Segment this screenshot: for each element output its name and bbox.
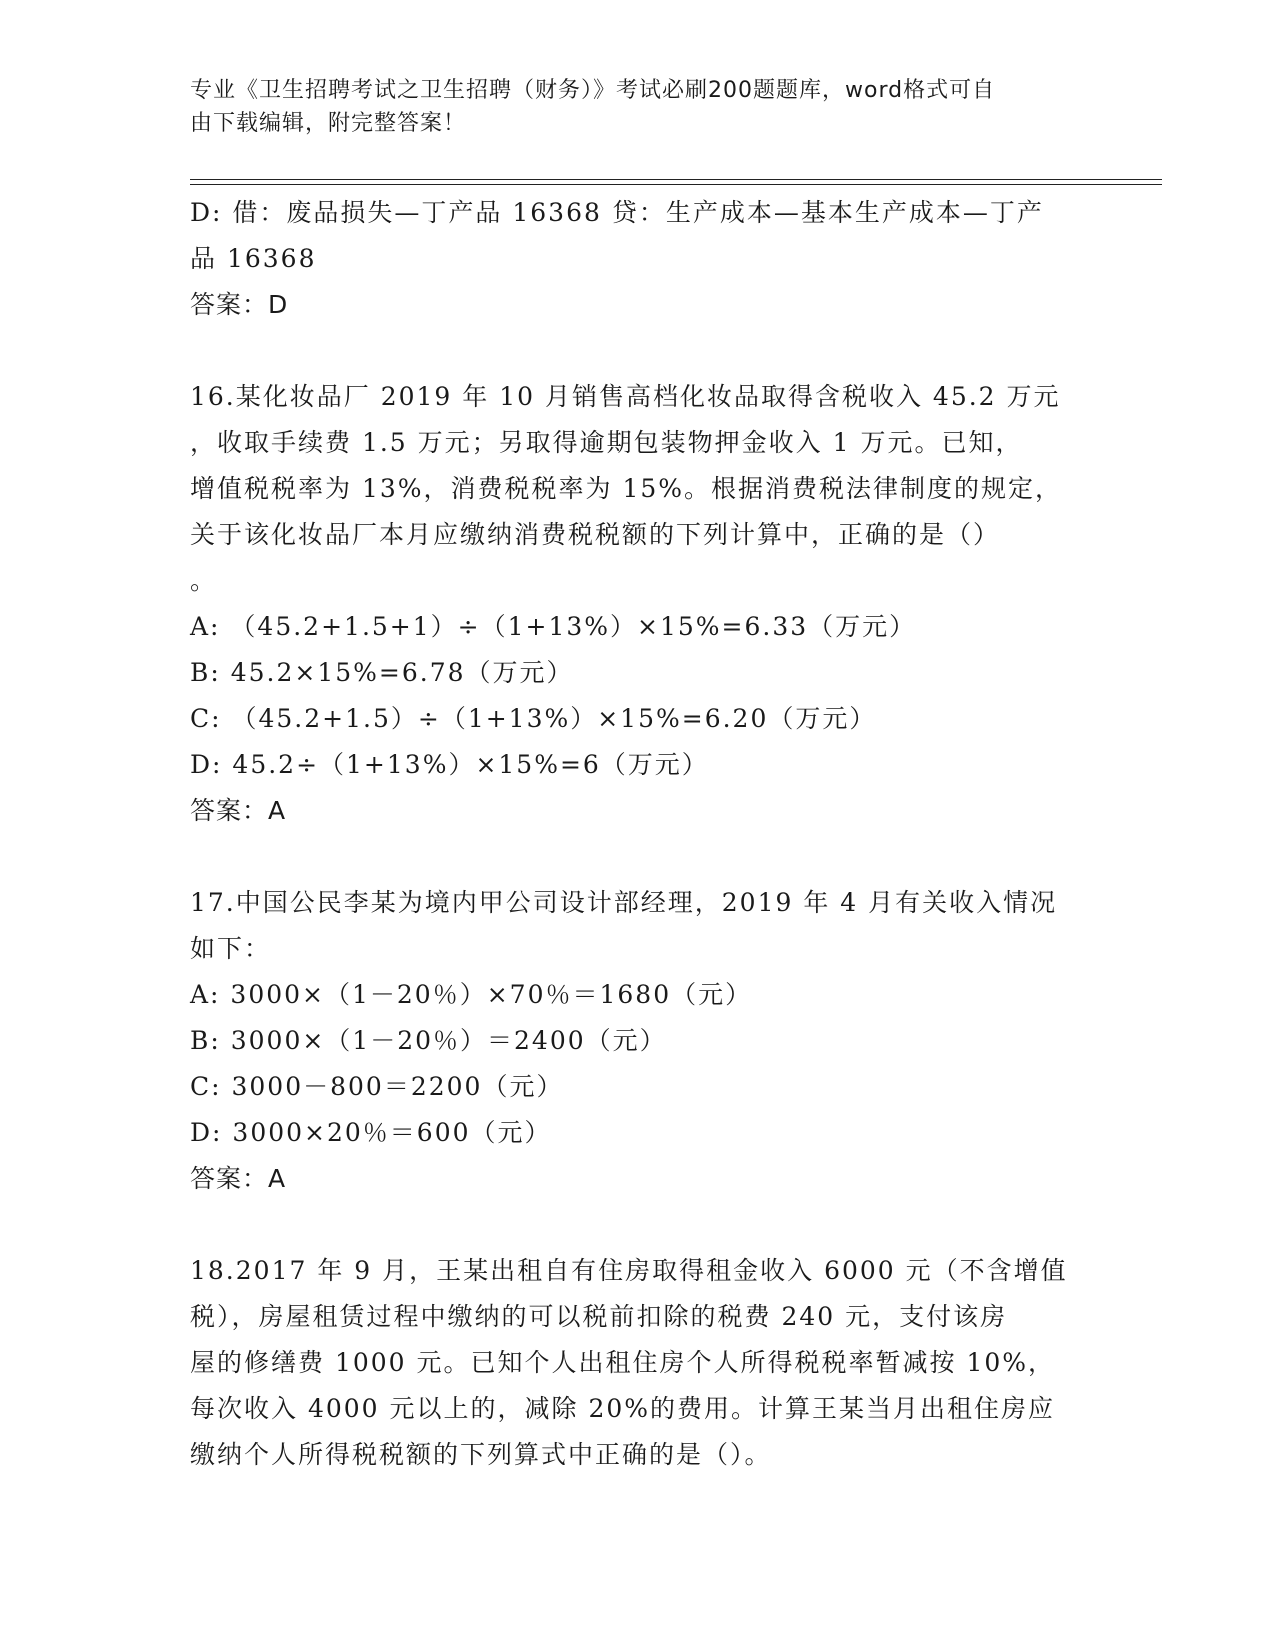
prev-question-block	[190, 190, 1090, 328]
question-stem-line: 每次收入 4000 元以上的，减除 20%的费用。计算王某当月出租住房应	[190, 1394, 1056, 1423]
question-stem-line: 。	[190, 566, 218, 595]
question-16	[190, 374, 1090, 834]
question-stem-line: 关于该化妆品厂本月应缴纳消费税税额的下列计算中，正确的是（）	[190, 520, 1001, 549]
option-b: B: 45.2×15%=6.78（万元）	[190, 658, 574, 687]
option-d: D: 45.2÷（1+13%）×15%=6（万元）	[190, 750, 709, 779]
document-body	[190, 190, 1090, 1478]
question-stem-line: 税），房屋租赁过程中缴纳的可以税前扣除的税费 240 元，支付该房	[190, 1302, 1008, 1331]
answer-label: 答案：A	[190, 1164, 287, 1193]
option-c: C: （45.2+1.5）÷（1+13%）×15%=6.20（万元）	[190, 704, 877, 733]
option-d: D: 3000×20％＝600（元）	[190, 1118, 552, 1147]
question-17	[190, 880, 1090, 1202]
answer-label: 答案：D	[190, 290, 289, 319]
spacer	[190, 328, 1090, 374]
question-stem-line: 增值税税率为 13%，消费税税率为 15%。根据消费税法律制度的规定，	[190, 474, 1063, 503]
question-stem-line: 屋的修缮费 1000 元。已知个人出租住房个人所得税税率暂减按 10%，	[190, 1348, 1056, 1377]
option-a: A: （45.2+1.5+1）÷（1+13%）×15%=6.33（万元）	[190, 612, 917, 641]
option-d-line-2: 品 16368	[190, 244, 317, 273]
option-d-line-1: D: 借：废品损失—丁产品 16368 贷：生产成本—基本生产成本—丁产	[190, 198, 1044, 227]
header-divider-thick	[190, 179, 1162, 180]
header-line-1: 专业《卫生招聘考试之卫生招聘（财务）》考试必刷200题题库，word格式可自	[190, 78, 996, 103]
question-stem-line: ，收取手续费 1.5 万元；另取得逾期包装物押金收入 1 万元。已知，	[190, 428, 1023, 457]
option-c: C: 3000－800＝2200（元）	[190, 1072, 564, 1101]
header-divider-thin	[190, 184, 1162, 185]
option-b: B: 3000×（1－20％）＝2400（元）	[190, 1026, 667, 1055]
question-stem-line: 如下：	[190, 934, 272, 963]
question-18	[190, 1248, 1090, 1478]
answer-label: 答案：A	[190, 796, 287, 825]
question-stem-line: 缴纳个人所得税税额的下列算式中正确的是（）。	[190, 1440, 772, 1469]
header-line-2: 由下载编辑，附完整答案！	[190, 111, 467, 136]
spacer	[190, 834, 1090, 880]
question-stem-line: 17.中国公民李某为境内甲公司设计部经理，2019 年 4 月有关收入情况	[190, 888, 1058, 917]
spacer	[190, 1202, 1090, 1248]
question-stem-line: 18.2017 年 9 月，王某出租自有住房取得租金收入 6000 元（不含增值	[190, 1256, 1068, 1285]
question-stem-line: 16.某化妆品厂 2019 年 10 月销售高档化妆品取得含税收入 45.2 万元	[190, 382, 1061, 411]
option-a: A: 3000×（1－20％）×70％＝1680（元）	[190, 980, 753, 1009]
page-header	[190, 74, 1090, 140]
